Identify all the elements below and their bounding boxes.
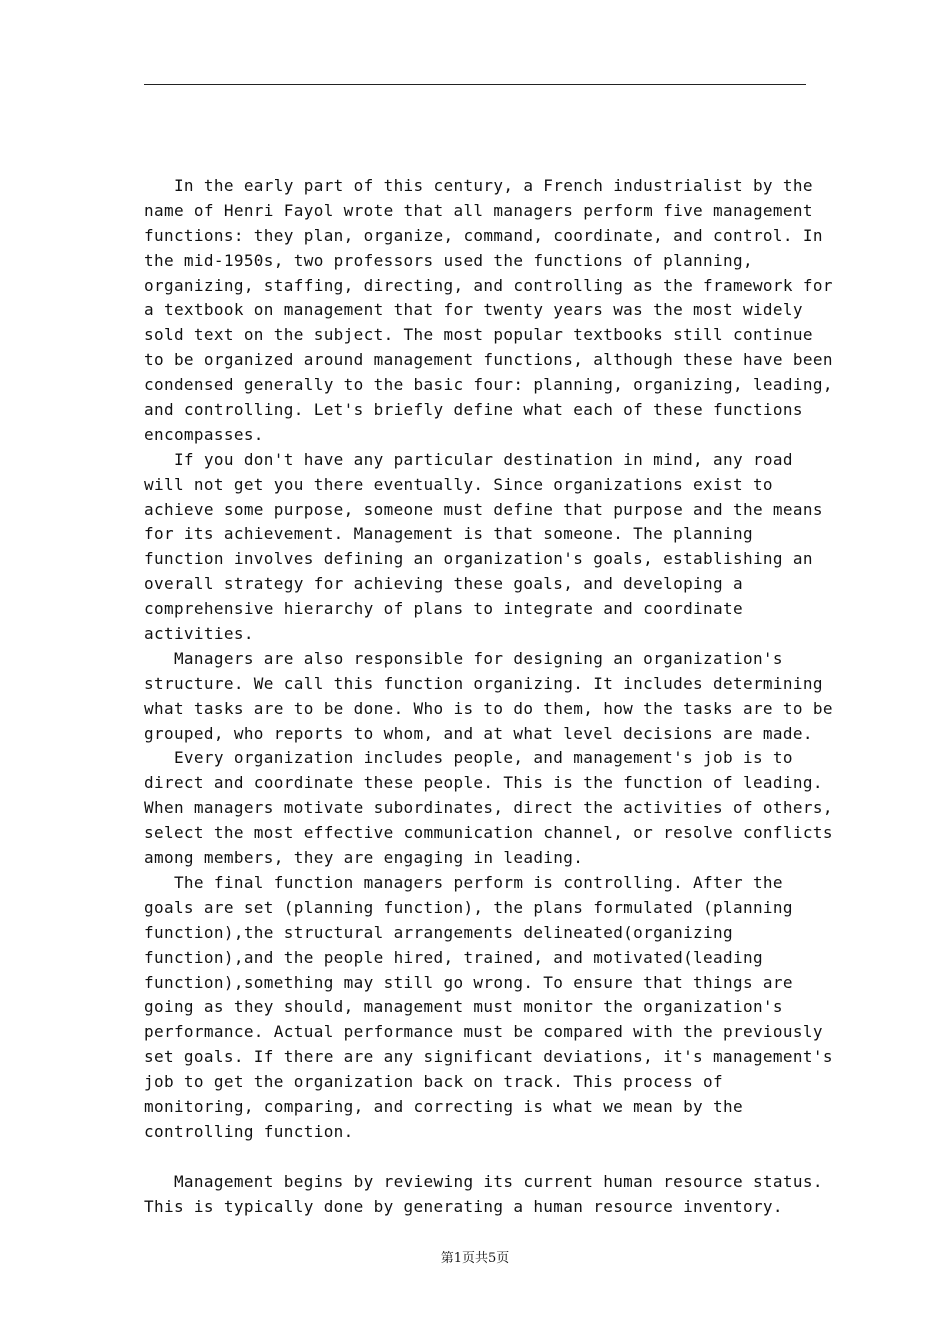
text-line: goals are set (planning function), the plans formulated (planning [144,897,793,917]
text-line: In the early part of this century, a French industrialist by the [144,176,813,195]
page-number: 第1页共5页 [440,1251,510,1266]
text-line: what tasks are to be done. Who is to do them, how the tasks are to be [144,698,833,718]
text-line: select the most effective communication channel, or resolve conflicts [144,823,833,843]
text-line: functions: they plan, organize, command, coordinate, and control. In [144,225,823,245]
text-line: grouped, who reports to whom, and at what level decisions are made. [144,723,813,743]
text-line: job to get the organization back on track. This process of [144,1072,724,1092]
text-line: achieve some purpose, someone must define that purpose and the means [144,499,823,519]
text-line: function),something may still go wrong. To ensure that things are [144,972,793,992]
text-line: function involves defining an organization's goals, establishing an [144,549,813,569]
text-line: among members, they are engaging in leading. [144,848,584,868]
paragraph-leading [144,746,833,870]
document-body [144,174,833,1219]
paragraph-gap [144,1145,812,1170]
text-line: structure. We call this function organizing. It includes determining [144,673,823,693]
text-line: The final function managers perform is controlling. After the [144,872,783,892]
text-line: direct and coordinate these people. This is the function of leading. [144,773,823,793]
text-line: condensed generally to the basic four: planning, organizing, leading, [144,375,833,395]
text-line: activities. [144,624,254,644]
text-line: set goals. If there are any significant deviations, it's management's [144,1047,833,1067]
text-line: will not get you there eventually. Since organizations exist to [144,474,773,494]
text-line: name of Henri Fayol wrote that all managers perform five management [144,200,813,220]
text-line: When managers motivate subordinates, direct the activities of others, [144,798,833,818]
text-line: function),the structural arrangements delineated(organizing [144,922,733,942]
text-line: This is typically done by generating a human resource inventory. [144,1196,783,1216]
text-line: performance. Actual performance must be compared with the previously [144,1022,823,1042]
text-line: monitoring, comparing, and correcting is what we mean by the [144,1096,743,1116]
text-line: overall strategy for achieving these goals, and developing a [144,574,743,594]
text-line: going as they should, management must monitor the organization's [144,997,783,1017]
text-line: If you don't have any particular destination in mind, any road [144,449,793,469]
text-line: comprehensive hierarchy of plans to integrate and coordinate [144,599,743,619]
text-line: and controlling. Let's briefly define what each of these functions [144,400,803,420]
paragraph-controlling [144,871,833,1145]
paragraph-fayol-functions [144,174,833,448]
text-line: for its achievement. Management is that someone. The planning [144,524,753,544]
paragraph-human-resources [144,1170,823,1220]
header-rule [144,84,806,85]
text-line: to be organized around management functions, although these have been [144,350,833,370]
text-line: function),and the people hired, trained, and motivated(leading [144,947,763,967]
text-line: sold text on the subject. The most popular textbooks still continue [144,325,813,345]
text-line: the mid-1950s, two professors used the functions of planning, [144,250,753,270]
text-line: encompasses. [144,424,264,444]
text-line: Every organization includes people, and management's job is to [144,748,793,768]
text-line: a textbook on management that for twenty years was the most widely [144,300,803,320]
paragraph-planning [144,448,823,647]
text-line: organizing, staffing, directing, and controlling as the framework for [144,275,833,295]
text-line: Managers are also responsible for designing an organization's [144,648,783,668]
paragraph-organizing [144,647,833,747]
text-line: Management begins by reviewing its current human resource status. [144,1171,823,1191]
text-line: controlling function. [144,1121,354,1141]
